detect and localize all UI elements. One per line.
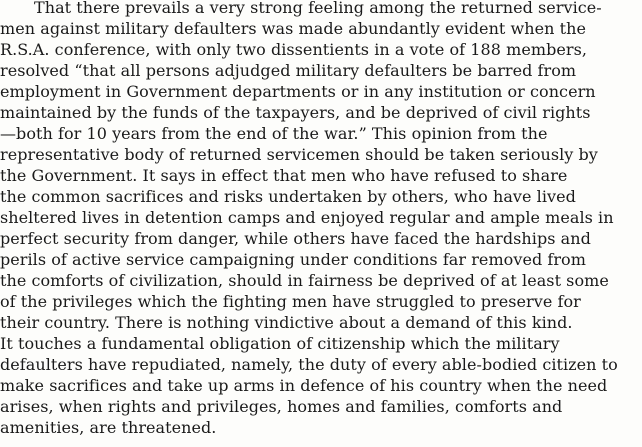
- text-line: perils of active service campaigning under conditions far removed from: [0, 250, 586, 269]
- text-line: employment in Government departments or in any institution or concern: [0, 82, 596, 101]
- text-line: resolved “that all persons adjudged military defaulters be barred from: [0, 61, 577, 80]
- text-line: maintained by the funds of the taxpayers, and be deprived of civil rights: [0, 103, 591, 122]
- text-line: That there prevails a very strong feeling among the returned service-: [34, 0, 602, 17]
- text-line: the Government. It says in effect that men who have refused to share: [0, 166, 568, 185]
- text-line: of the privileges which the fighting men have struggled to preserve for: [0, 292, 581, 311]
- text-line: defaulters have repudiated, namely, the duty of every able-bodied citizen to: [0, 355, 618, 374]
- text-line: amenities, are threatened.: [0, 418, 217, 437]
- text-line: representative body of returned servicemen should be taken seriously by: [0, 145, 598, 164]
- text-line: R.S.A. conference, with only two dissentients in a vote of 188 members,: [0, 40, 587, 59]
- text-line: men against military defaulters was made abundantly evident when the: [0, 19, 587, 38]
- text-line: the common sacrifices and risks undertaken by others, who have lived: [0, 187, 576, 206]
- text-line: perfect security from danger, while others have faced the hardships and: [0, 229, 591, 248]
- text-line: —both for 10 years from the end of the war.” This opinion from the: [0, 124, 548, 143]
- text-line: It touches a fundamental obligation of citizenship which the military: [0, 334, 560, 353]
- text-line: make sacrifices and take up arms in defence of his country when the need: [0, 376, 608, 395]
- text-line: sheltered lives in detention camps and enjoyed regular and ample meals in: [0, 208, 614, 227]
- text-line: arises, when rights and privileges, homes and families, comforts and: [0, 397, 563, 416]
- text-line: their country. There is nothing vindictive about a demand of this kind.: [0, 313, 573, 332]
- text-line: the comforts of civilization, should in fairness be deprived of at least some: [0, 271, 609, 290]
